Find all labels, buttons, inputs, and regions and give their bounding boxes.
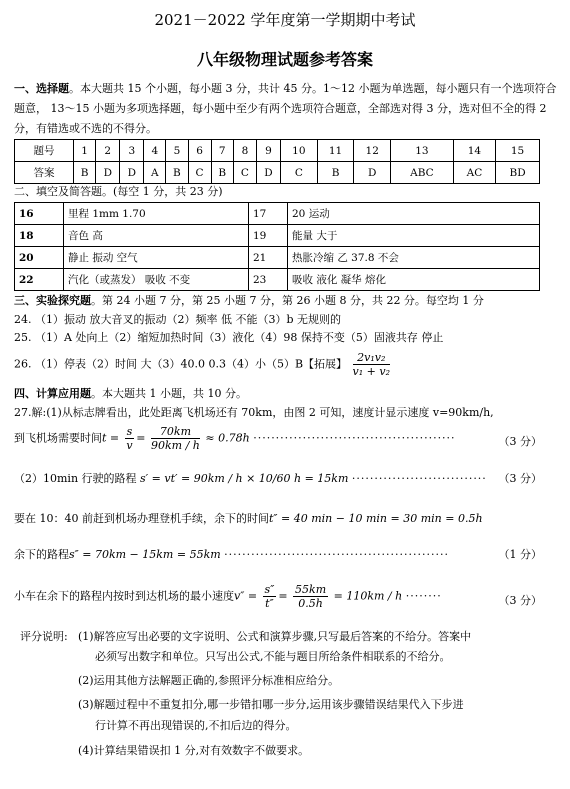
score-1: （1 分）: [498, 548, 542, 561]
leader-dots: ········: [405, 589, 442, 603]
question-number-row: [15, 140, 540, 162]
question-number-cell: 9: [256, 140, 280, 162]
answer-cell: D: [354, 162, 391, 184]
q27-text: 到飞机场需要时间: [14, 431, 102, 445]
question-number-cell: 13: [391, 140, 454, 162]
answer-cell: BD: [496, 162, 540, 184]
exam-title: 2021－2022 学年度第一学期期中考试: [154, 11, 416, 29]
choice-answer-table: [14, 139, 540, 184]
formula-time: t″ = 40 min − 10 min = 30 min = 0.5h: [269, 512, 483, 525]
answer-title: 八年级物理试题参考答案: [196, 50, 373, 69]
answer-cell: 静止 振动 空气: [64, 247, 249, 269]
section3-intro: [14, 292, 484, 308]
q27-line5: [14, 546, 449, 562]
answer-cell: 能量 大于: [288, 225, 540, 247]
formula-numerator: 70km: [151, 425, 200, 439]
answer-25: 25. （1）A 处向上（2）缩短加热时间（3）液化（4）98 保持不变（5）固液共存 停止: [14, 331, 444, 344]
fill-answer-row: [15, 247, 540, 269]
scoring-note-2: (2)运用其他方法解题正确的,参照评分标准相应给分。: [78, 674, 340, 687]
answer-cell: C: [281, 162, 318, 184]
q27-line4: [14, 510, 483, 526]
q27-line1: 27.解:(1)从标志牌看出，此处距离飞机场还有 70km，由图 2 可知，速度计显示速度 v=90km/h,: [14, 406, 494, 419]
answer-cell: 里程 1mm 1.70: [64, 203, 249, 225]
answer-26-text: 26. （1）停表（2）时间 大（3）40.0 0.3（4）小（5）B【拓展】: [14, 357, 348, 371]
answer-26: [14, 351, 392, 378]
formula-numerator: s″: [264, 583, 275, 596]
question-number-cell: 22: [15, 269, 64, 291]
q27-text: 余下的路程: [14, 548, 69, 561]
formula-denominator: t″: [265, 597, 274, 610]
answer-cell: 吸收 液化 凝华 熔化: [288, 269, 540, 291]
formula-distance: s′ = vt′ = 90km / h × 10/60 h = 15km: [140, 472, 349, 485]
formula-denominator: 90km / h: [151, 439, 200, 452]
question-number-cell: 21: [249, 247, 288, 269]
row-label: 答案: [15, 162, 74, 184]
section3-text: 。第 24 小题 7 分，第 25 小题 7 分，第 26 小题 8 分，共 22 分。每空均 1 分: [91, 294, 484, 307]
answer-cell: A: [144, 162, 166, 184]
fill-answer-row: [15, 203, 540, 225]
scoring-note-3a: (3)解题过程中不重复扣分,哪一步错扣哪一步分,运用该步骤错误结果代入下步进: [78, 698, 464, 711]
answer-cell: D: [120, 162, 144, 184]
question-number-cell: 6: [188, 140, 211, 162]
q27-line6: 小车在余下的路程内按时到达机场的最小速度v″ = $\frac{s''}{t''}$ = $\frac{55km}{0.5h}$ = 110km / h ········: [14, 583, 442, 610]
answer-cell: B: [74, 162, 96, 184]
score-3: （3 分）: [498, 435, 542, 448]
section3-heading: 三、实验探究题: [14, 294, 91, 307]
question-number-cell: 16: [15, 203, 64, 225]
fill-answer-row: [15, 225, 540, 247]
formula-s2-over-t2: [263, 583, 277, 610]
q27-text: 要在 10：40 前赶到机场办理登机手续，余下的时间: [14, 512, 269, 525]
question-number-cell: 20: [15, 247, 64, 269]
question-number-cell: 18: [15, 225, 64, 247]
question-number-cell: 14: [453, 140, 495, 162]
row-label: 题号: [15, 140, 74, 162]
section4-text: 。本大题共 1 小题，共 10 分。: [91, 387, 247, 400]
question-number-cell: 19: [249, 225, 288, 247]
formula-denominator: 0.5h: [298, 597, 323, 610]
fill-answer-table: [14, 202, 540, 291]
scoring-note-3b: 行计算不再出现错误的,不扣后边的得分。: [95, 719, 297, 732]
q27-text: 小车在余下的路程内按时到达机场的最小速度: [14, 589, 234, 603]
section1-intro: [14, 79, 559, 139]
section1-text: 。本大题共 15 个小题，每小题 3 分，共计 45 分。1～12 小题为单选题，每小题只有一个选项符合题意， 13～15 小题为多项选择题，每小题中至少有两个选项符合题意，全部选对得 3 分，选对但不全的得 2 分，有错选或不选的不得分。: [14, 82, 557, 135]
answer-cell: C: [233, 162, 256, 184]
answer-cell: AC: [453, 162, 495, 184]
answer-row: [15, 162, 540, 184]
scoring-note-1b: 必须写出数字和单位。只写出公式,不能与题目所给条件相联系的不给分。: [95, 650, 451, 663]
formula-t: t =: [102, 431, 120, 445]
question-number-cell: 15: [496, 140, 540, 162]
scoring-note-4: (4)计算结果错误扣 1 分,对有效数字不做要求。: [78, 744, 310, 757]
answer-cell: D: [96, 162, 120, 184]
question-number-cell: 7: [211, 140, 233, 162]
answer-cell: 汽化（或蒸发） 吸收 不变: [64, 269, 249, 291]
formula-numerator: 55km: [295, 583, 327, 596]
question-number-cell: 8: [233, 140, 256, 162]
answer-cell: 20 运动: [288, 203, 540, 225]
formula-70-over-90: [151, 425, 200, 452]
section4-intro: [14, 385, 247, 401]
fill-answer-row: [15, 269, 540, 291]
question-number-cell: 2: [96, 140, 120, 162]
question-number-cell: 5: [166, 140, 188, 162]
formula-v: v″ =: [234, 589, 258, 603]
formula-denominator: v: [126, 439, 133, 452]
score-3: （3 分）: [498, 594, 542, 607]
question-number-cell: 1: [74, 140, 96, 162]
answer-cell: ABC: [391, 162, 454, 184]
formula-speed: = 110km / h: [333, 589, 403, 603]
answer-cell: D: [256, 162, 280, 184]
formula-numerator: s: [126, 425, 133, 438]
answer-cell: B: [211, 162, 233, 184]
question-number-cell: 12: [354, 140, 391, 162]
score-3: （3 分）: [498, 472, 542, 485]
q27-text: （2）10min 行驶的路程: [14, 472, 137, 485]
formula-s-over-v: [125, 425, 135, 452]
average-speed-formula: [353, 351, 390, 378]
section4-heading: 四、计算应用题: [14, 387, 91, 400]
section1-heading: 一、选择题: [14, 82, 69, 95]
question-number-cell: 11: [317, 140, 354, 162]
answer-cell: B: [166, 162, 188, 184]
question-number-cell: 17: [249, 203, 288, 225]
formula-denominator: v₁ + v₂: [352, 365, 391, 378]
answer-cell: 音色 高: [64, 225, 249, 247]
answer-24: 24. （1）振动 放大音叉的振动（2）频率 低 不能（3）b 无规则的: [14, 313, 342, 326]
q27-line2: 到飞机场需要时间t = $\frac{s}{v}$ = $\frac{70km}{90km / h}$ ≈ 0.78h ·············································: [14, 425, 456, 452]
answer-cell: 热胀冷缩 乙 37.8 不会: [288, 247, 540, 269]
formula-result: ≈ 0.78h: [205, 431, 250, 445]
scoring-note-1a: (1)解答应写出必要的文字说明、公式和演算步骤,只写最后答案的不给分。答案中: [78, 630, 472, 643]
leader-dots: ······························: [351, 472, 487, 485]
q27-line3: [14, 470, 487, 486]
scoring-label: 评分说明:: [20, 630, 68, 643]
question-number-cell: 23: [249, 269, 288, 291]
formula-numerator: 2v₁v₂: [353, 351, 390, 365]
answer-cell: B: [317, 162, 354, 184]
question-number-cell: 4: [144, 140, 166, 162]
section2-heading: 二、填空及简答题。(每空 1 分，共 23 分): [14, 185, 223, 198]
leader-dots: ··················································: [224, 548, 450, 561]
question-number-cell: 3: [120, 140, 144, 162]
formula-remaining: s″ = 70km − 15km = 55km: [69, 548, 221, 561]
question-number-cell: 10: [281, 140, 318, 162]
formula-55-over-05: [293, 583, 328, 610]
leader-dots: ·············································: [253, 431, 456, 445]
answer-cell: C: [188, 162, 211, 184]
